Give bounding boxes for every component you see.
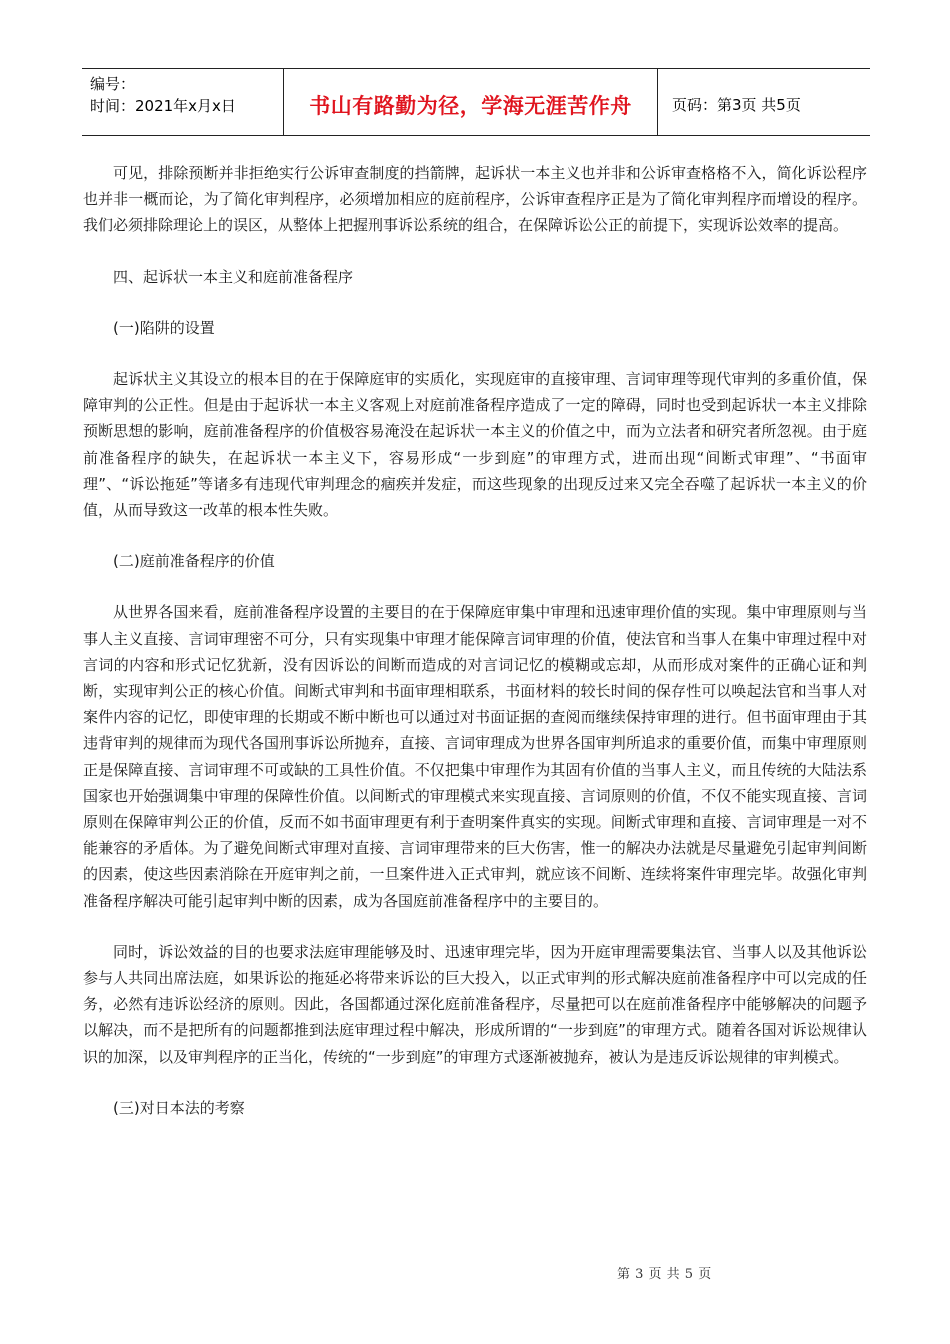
paragraph: 起诉状主义其设立的根本目的在于保障庭审的实质化，实现庭审的直接审理、言词审理等现代审判的多重价值，保障审判的公正性。但是由于起诉状一本主义客观上对庭前准备程序造成了一定的障碍，同时也受到起诉状一本主义排除预断思想的影响，庭前准备程序的价值极容易淹没在起诉状一本主义的价值之中，而为立法者和研究者所忽视。由于庭前准备程序的缺失，在起诉状一本主义下，容易形成“一步到庭”的审理方式，进而出现“间断式审理”、“书面审理”、“诉讼拖延”等诸多有违现代审判理念的痼疾并发症，而这些现象的出现反过来又完全吞噬了起诉状一本主义的价值，从而导致这一改革的根本性失败。 (83, 370, 867, 520)
header-motto: 书山有路勤为径，学海无涯苦作舟 (284, 69, 658, 135)
date-label: 时间：2021年x月x日 (90, 97, 236, 115)
number-label: 编号： (90, 75, 136, 93)
subsection-heading: (二)庭前准备程序的价值 (113, 552, 275, 571)
document-body (83, 160, 867, 1146)
section-heading: 四、起诉状一本主义和庭前准备程序 (113, 267, 354, 286)
subsection-heading: (一)陷阱的设置 (113, 318, 215, 337)
paragraph: 同时，诉讼效益的目的也要求法庭审理能够及时、迅速审理完毕，因为开庭审理需要集法官、当事人以及其他诉讼参与人共同出席法庭，如果诉讼的拖延必将带来诉讼的巨大投入，以正式审判的形式解决庭前准备程序中可以完成的任务，必然有违诉讼经济的原则。因此，各国都通过深化庭前准备程序，尽量把可以在庭前准备程序中能够解决的问题予以解决，而不是把所有的问题都推到法庭审理过程中解决，形成所谓的“一步到庭”的审理方式。随着各国对诉讼规律认识的加深，以及审判程序的正当化，传统的“一步到庭”的审理方式逐渐被抛弃，被认为是违反诉讼规律的审判模式。 (83, 942, 867, 1066)
paragraph: 从世界各国来看，庭前准备程序设置的主要目的在于保障庭审集中审理和迅速审理价值的实现。集中审理原则与当事人主义直接、言词审理密不可分，只有实现集中审理才能保障言词审理的价值，使法官和当事人在集中审理过程中对言词的内容和形式记忆犹新，没有因诉讼的间断而造成的对言词记忆的模糊或忘却，从而形成对案件的正确心证和判断，实现审判公正的核心价值。间断式审判和书面审理相联系，书面材料的较长时间的保存性可以唤起法官和当事人对案件内容的记忆，即使审理的长期或不断中断也可以通过对书面证据的查阅而继续保持审理的进行。但书面审理由于其违背审判的规律而为现代各国刑事诉讼所抛弃，直接、言词审理成为世界各国审判所追求的重要价值，而集中审理原则正是保障直接、言词审理不可或缺的工具性价值。不仅把集中审理作为其固有价值的当事人主义，而且传统的大陆法系国家也开始强调集中审理的保障性价值。以间断式的审理模式来实现直接、言词原则的价值，不仅不能实现直接、言词原则在保障审判公正的价值，反而不如书面审理更有利于查明案件真实的实现。间断式审理和直接、言词审理是一对不能兼容的矛盾体。为了避免间断式审理对直接、言词审理带来的巨大伤害，惟一的解决办法就是尽量避免引起审判间断的因素，使这些因素消除在开庭审判之前，一旦案件进入正式审判，就应该不间断、连续将案件审理完毕。故强化审判准备程序解决可能引起审判中断的因素，成为各国庭前准备程序中的主要目的。 (83, 603, 867, 910)
subsection-heading: (三)对日本法的考察 (113, 1098, 245, 1117)
page-footer: 第 3 页 共 5 页 (617, 1267, 712, 1282)
header-meta (82, 69, 284, 135)
paragraph: 可见，排除预断并非拒绝实行公诉审查制度的挡箭牌，起诉状一本主义也并非和公诉审查格格不入，简化诉讼程序也并非一概而论，为了简化审判程序，必须增加相应的庭前程序，公诉审查程序正是为了简化审判程序而增设的程序。我们必须排除理论上的误区，从整体上把握刑事诉讼系统的组合，在保障诉讼公正的前提下，实现诉讼效率的提高。 (83, 164, 867, 235)
header-page-label: 页码：第3页 共5页 (672, 95, 801, 114)
document-header (82, 68, 870, 136)
